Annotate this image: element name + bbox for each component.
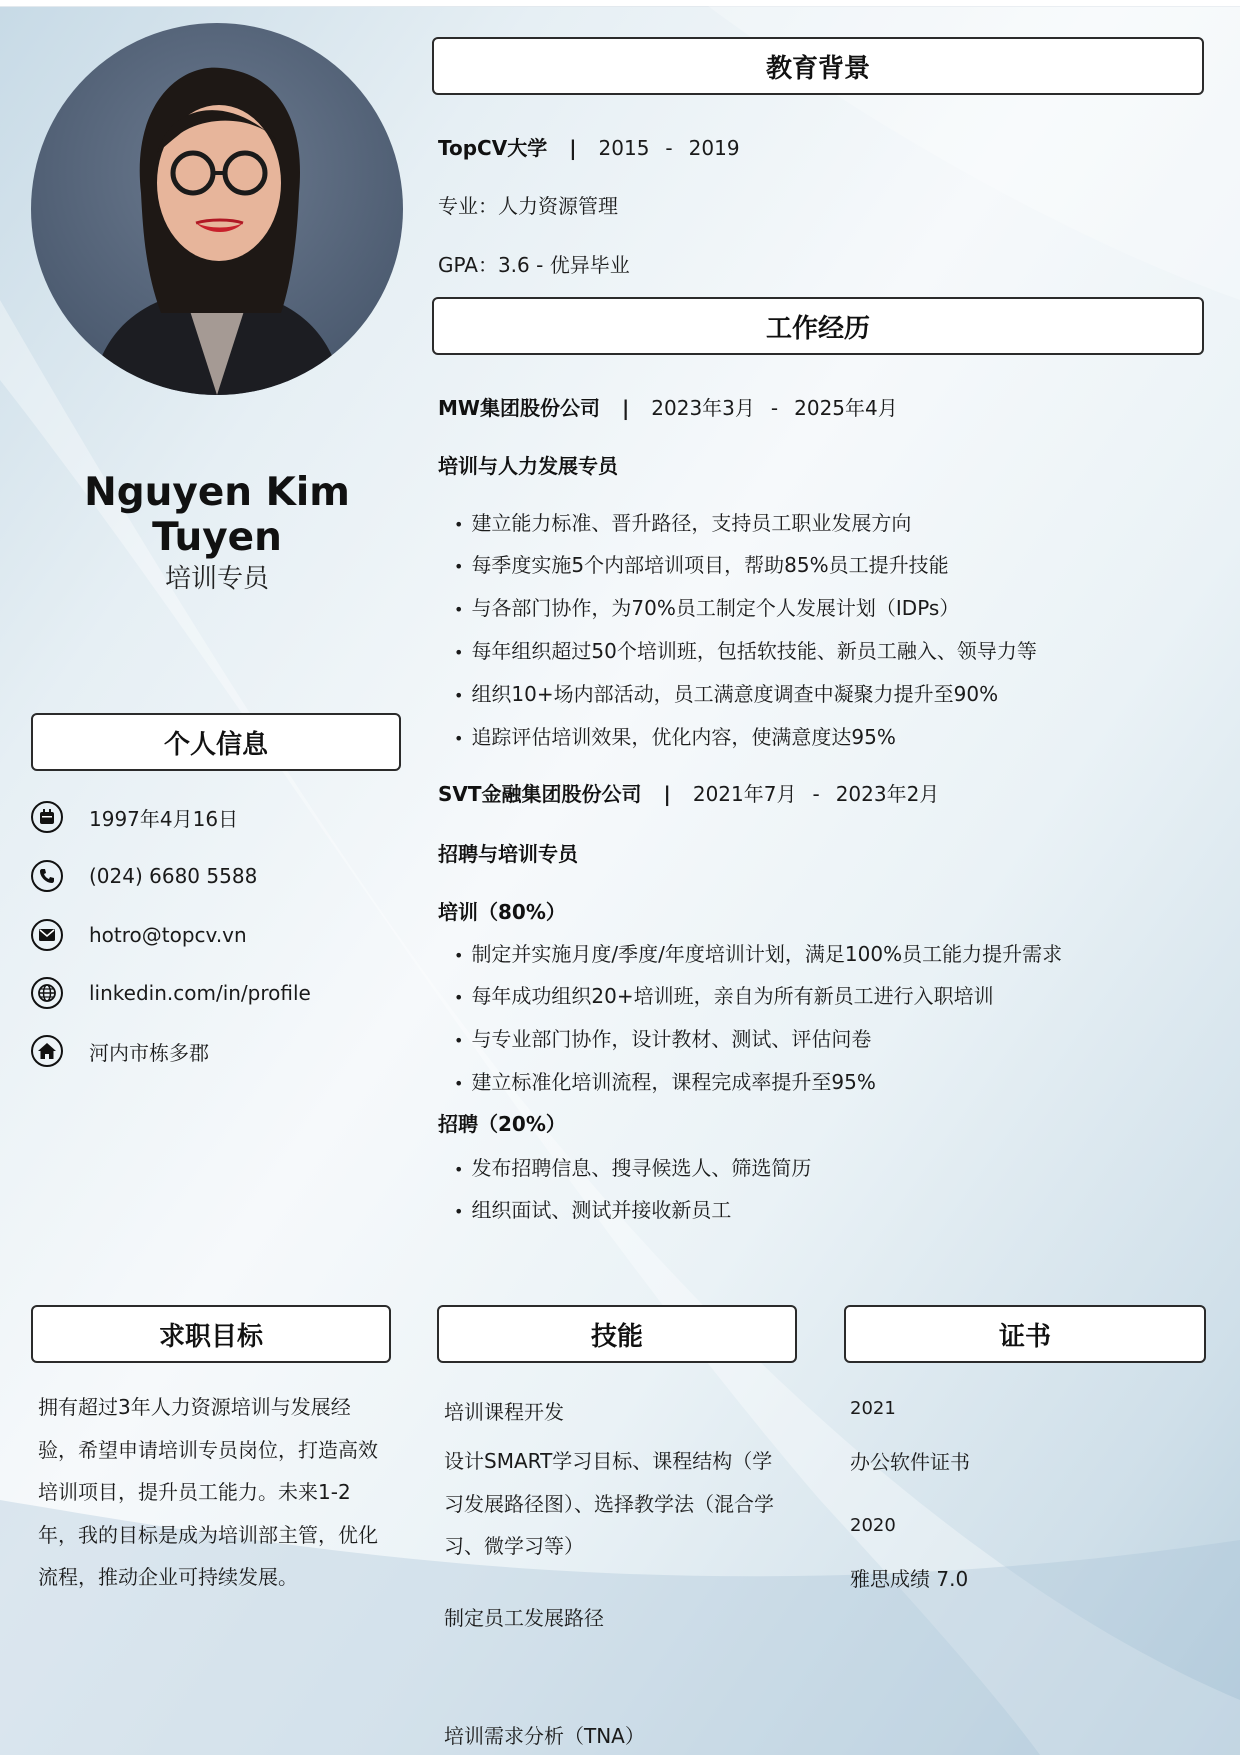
section-header-certificates: 证书 [844,1305,1206,1363]
education-gpa: GPA：3.6 - 优异毕业 [438,253,630,277]
job-2-header [438,778,939,807]
job-2-company: SVT金融集团股份公司 [438,782,642,806]
skill-1-title: 培训课程开发 [444,1400,564,1424]
separator: | [621,396,630,420]
job-2-recruit-bullet: • 发布招聘信息、搜寻候选人、筛选简历 [454,1152,811,1181]
job-1-bullet: • 组织10+场内部活动，员工满意度调查中凝聚力提升至90% [454,678,998,707]
section-header-skills: 技能 [437,1305,797,1363]
contact-phone [31,856,391,896]
mail-icon [31,919,63,951]
job-1-bullet: • 建立能力标准、晋升路径，支持员工职业发展方向 [454,507,911,536]
objective-line: 拥有超过3年人力资源培训与发展经 [38,1395,351,1419]
phone-icon [31,860,63,892]
job-1-bullet: • 每年组织超过50个培训班，包括软技能、新员工融入、领导力等 [454,635,1037,664]
address-text: 河内市栋多郡 [89,1040,209,1065]
skill-2-title: 制定员工发展路径 [444,1606,604,1630]
job-2-training-bullet: • 建立标准化培训流程，课程完成率提升至95% [454,1066,876,1095]
education-start: 2015 [598,136,650,160]
contact-website [31,973,391,1013]
certificate-2-name: 雅思成绩 7.0 [850,1567,969,1591]
profile-name: Nguyen Kim Tuyen [84,470,350,560]
top-border [0,0,1240,7]
birthday-text: 1997年4月16日 [89,806,239,831]
job-2-recruit-heading: 招聘（20%） [438,1112,566,1136]
job-1-bullet: • 与各部门协作，为70%员工制定个人发展计划（IDPs） [454,592,959,621]
objective-text [38,1386,398,1599]
job-1-role: 培训与人力发展专员 [438,454,618,478]
education-line [438,132,740,161]
section-header-objective: 求职目标 [31,1305,391,1363]
skill-1-line: 习、微学习等） [444,1534,584,1558]
skill-1-description [444,1440,804,1568]
job-1-bullet: • 每季度实施5个内部培训项目，帮助85%员工提升技能 [454,549,949,578]
separator: | [569,136,577,160]
objective-line: 验，希望申请培训专员岗位，打造高效 [38,1437,378,1462]
education-major: 专业：人力资源管理 [438,194,618,218]
education-end: 2019 [688,136,740,160]
phone-text: (024) 6680 5588 [89,864,258,888]
objective-line: 年，我的目标是成为培训部主管，优化 [38,1522,378,1547]
separator: | [663,782,671,806]
skill-1-line: 习发展路径图）、选择教学法（混合学 [444,1491,774,1516]
globe-icon [31,977,63,1009]
school-name: TopCV大学 [438,136,548,160]
skill-3-title: 培训需求分析（TNA） [444,1724,645,1748]
job-1-start: 2023年3月 [651,396,755,420]
job-2-end: 2023年2月 [835,782,940,806]
section-header-experience: 工作经历 [432,297,1204,355]
date-dash: - [665,136,673,160]
section-header-education: 教育背景 [432,37,1204,95]
job-2-training-bullet: • 制定并实施月度/季度/年度培训计划，满足100%员工能力提升需求 [454,938,1062,967]
portrait-illustration [31,23,403,395]
calendar-icon [31,801,63,833]
contact-birthday [31,797,391,837]
job-1-company: MW集团股份公司 [438,396,600,420]
home-icon [31,1035,63,1067]
skill-1-line: 设计SMART学习目标、课程结构（学 [444,1449,773,1473]
email-text: hotro@topcv.vn [89,923,247,947]
job-1-end: 2025年4月 [794,396,898,420]
section-header-personal-info: 个人信息 [31,713,401,771]
contact-address [31,1031,391,1071]
job-2-training-heading: 培训（80%） [438,900,566,924]
objective-line: 流程，推动企业可持续发展。 [38,1565,298,1589]
job-1-header [438,392,898,421]
contact-email [31,915,391,955]
job-1-bullet: • 追踪评估培训效果，优化内容，使满意度达95% [454,721,896,750]
job-2-role: 招聘与培训专员 [438,842,578,866]
website-text: linkedin.com/in/profile [89,981,311,1005]
job-2-training-bullet: • 与专业部门协作，设计教材、测试、评估问卷 [454,1023,871,1052]
job-2-start: 2021年7月 [692,782,797,806]
date-dash: - [812,782,820,806]
certificate-1-year: 2021 [850,1398,896,1419]
certificate-2-year: 2020 [850,1515,896,1536]
date-dash: - [770,396,779,420]
certificate-1-name: 办公软件证书 [850,1450,970,1474]
profile-photo [31,23,403,395]
job-2-recruit-bullet: • 组织面试、测试并接收新员工 [454,1194,731,1223]
job-2-training-bullet: • 每年成功组织20+培训班，亲自为所有新员工进行入职培训 [454,980,994,1009]
profile-job-title: 培训专员 [164,564,269,594]
objective-line: 培训项目，提升员工能力。未来1-2 [38,1480,351,1504]
